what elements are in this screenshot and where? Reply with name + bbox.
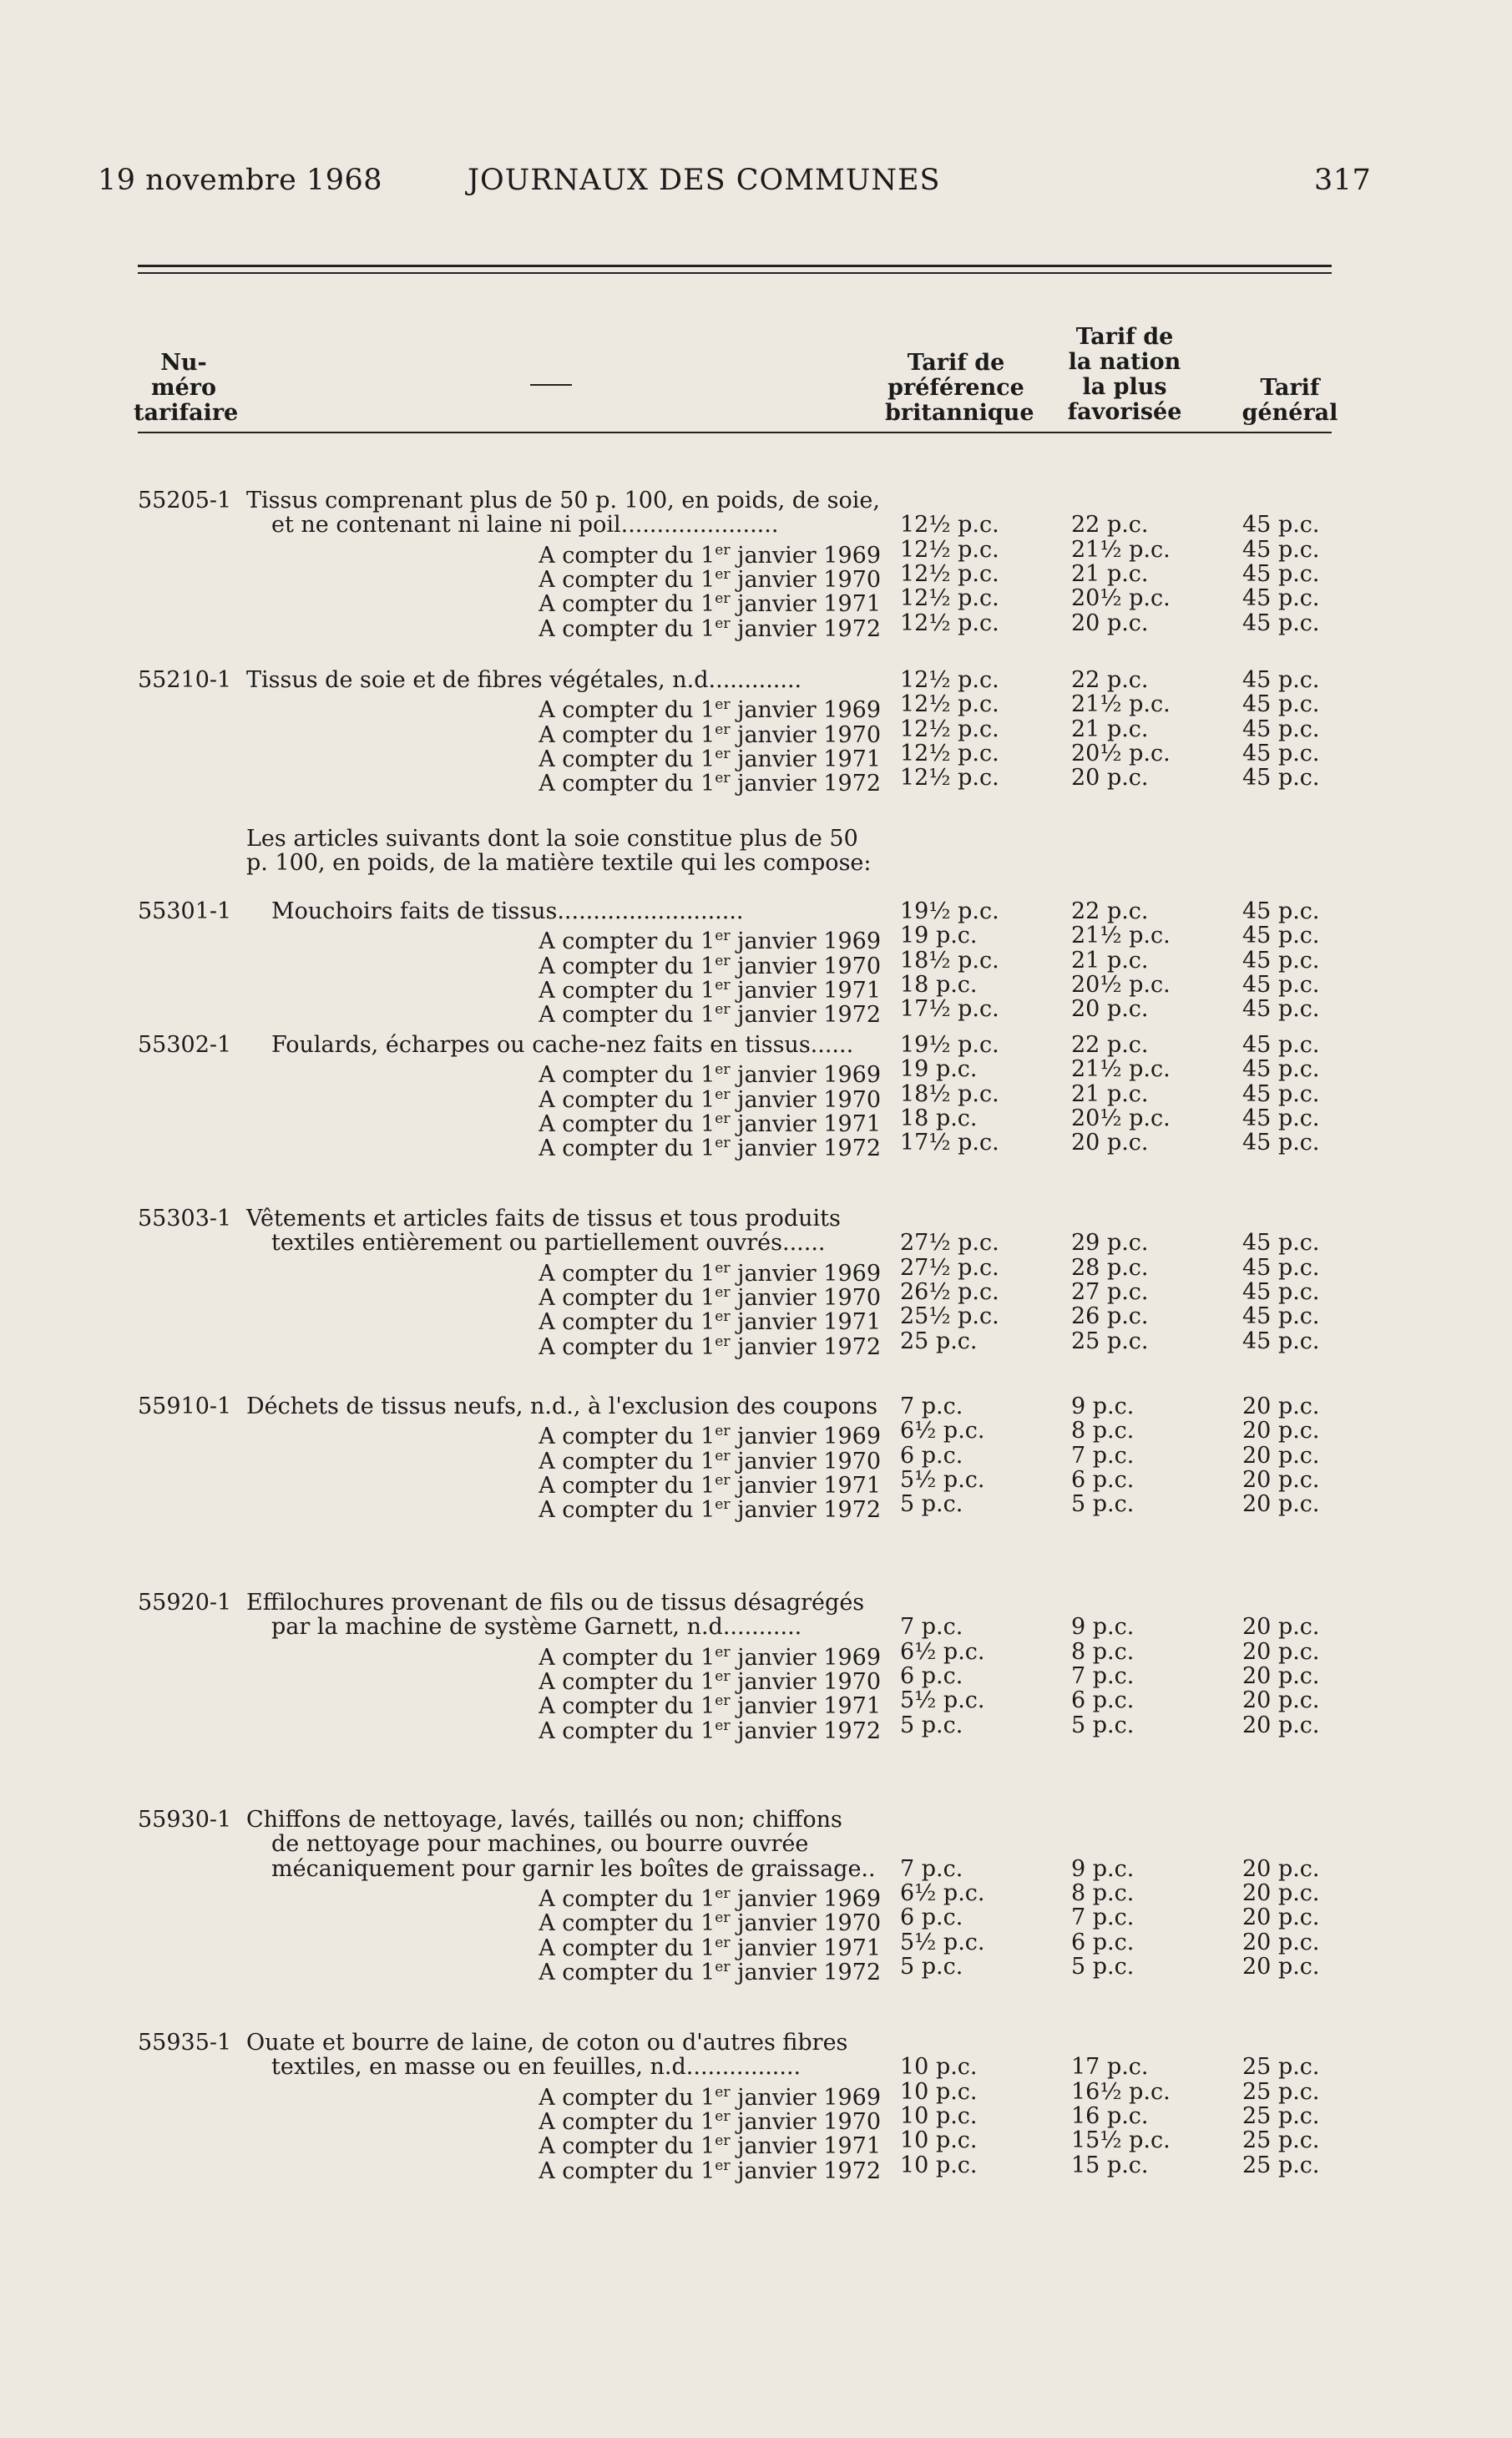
tariff-item-number: 55301-1 — [138, 898, 232, 924]
item-description-line: de nettoyage pour machines, ou bourre ouvrée — [271, 1831, 809, 1858]
rate-british-preference: 12½ p.c. — [900, 691, 999, 718]
item-description-line: Ouate et bourre de laine, de coton ou d'autres fibres — [246, 2030, 848, 2056]
rate-general-tariff: 45 p.c. — [1242, 740, 1320, 766]
rate-most-favoured-nation: 6 p.c. — [1071, 1466, 1135, 1493]
rate-british-preference: 12½ p.c. — [900, 536, 999, 563]
rate-general-tariff: 20 p.c. — [1242, 1904, 1320, 1931]
tariff-item-number: 55302-1 — [138, 1032, 232, 1058]
rate-british-preference: 12½ p.c. — [900, 560, 999, 587]
item-description-line: mécaniquement pour garnir les boîtes de graissage.. — [271, 1855, 876, 1882]
rate-most-favoured-nation: 20 p.c. — [1071, 1130, 1149, 1156]
rate-general-tariff: 45 p.c. — [1242, 1303, 1320, 1330]
rate-general-tariff: 45 p.c. — [1242, 947, 1320, 974]
effective-date-label: A compter du 1er janvier 1972 — [539, 1496, 881, 1524]
rate-general-tariff: 45 p.c. — [1242, 560, 1320, 587]
rate-most-favoured-nation: 15½ p.c. — [1071, 2127, 1171, 2154]
rate-british-preference: 5½ p.c. — [900, 1929, 985, 1955]
rate-british-preference: 18½ p.c. — [900, 1080, 999, 1107]
rate-most-favoured-nation: 21½ p.c. — [1071, 691, 1171, 718]
rate-british-preference: 12½ p.c. — [900, 716, 999, 742]
rate-general-tariff: 45 p.c. — [1242, 1230, 1320, 1257]
rate-general-tariff: 20 p.c. — [1242, 1418, 1320, 1444]
effective-date-label: A compter du 1er janvier 1969 — [539, 1643, 881, 1671]
effective-date-label: A compter du 1er janvier 1972 — [539, 1958, 881, 1985]
item-description-line: Vêtements et articles faits de tissus et tous produits — [246, 1206, 841, 1232]
rate-british-preference: 12½ p.c. — [900, 765, 999, 792]
effective-date-label: A compter du 1er janvier 1971 — [539, 590, 881, 618]
rate-british-preference: 12½ p.c. — [900, 740, 999, 766]
rate-most-favoured-nation: 21 p.c. — [1071, 716, 1149, 742]
rate-british-preference: 5 p.c. — [900, 1491, 963, 1518]
column-header-line: Tarif de — [1075, 324, 1174, 350]
rate-most-favoured-nation: 16½ p.c. — [1071, 2078, 1171, 2105]
rate-most-favoured-nation: 27 p.c. — [1071, 1278, 1149, 1305]
rate-general-tariff: 45 p.c. — [1242, 716, 1320, 742]
rate-british-preference: 25½ p.c. — [900, 1303, 999, 1330]
rate-general-tariff: 25 p.c. — [1242, 2152, 1320, 2178]
rate-british-preference: 19 p.c. — [900, 1056, 978, 1083]
rate-most-favoured-nation: 7 p.c. — [1071, 1904, 1135, 1931]
rate-most-favoured-nation: 20 p.c. — [1071, 610, 1149, 636]
rate-most-favoured-nation: 7 p.c. — [1071, 1442, 1135, 1469]
rate-most-favoured-nation: 5 p.c. — [1071, 1491, 1135, 1518]
rate-british-preference: 10 p.c. — [900, 2078, 978, 2105]
effective-date-label: A compter du 1er janvier 1970 — [539, 952, 881, 979]
rate-general-tariff: 45 p.c. — [1242, 691, 1320, 718]
rate-general-tariff: 20 p.c. — [1242, 1687, 1320, 1714]
rate-most-favoured-nation: 17 p.c. — [1071, 2054, 1149, 2081]
rate-british-preference: 27½ p.c. — [900, 1254, 999, 1281]
running-head-date: 19 novembre 1968 — [98, 164, 382, 197]
top-rule-thin — [138, 272, 1332, 274]
effective-date-label: A compter du 1er janvier 1969 — [539, 696, 881, 724]
rate-general-tariff: 45 p.c. — [1242, 898, 1320, 924]
rate-most-favoured-nation: 7 p.c. — [1071, 1662, 1135, 1689]
effective-date-label: A compter du 1er janvier 1971 — [539, 745, 881, 772]
item-description-line: et ne contenant ni laine ni poil...................... — [271, 512, 779, 539]
rate-british-preference: 12½ p.c. — [900, 585, 999, 612]
rate-most-favoured-nation: 20 p.c. — [1071, 765, 1149, 792]
rate-british-preference: 17½ p.c. — [900, 1130, 999, 1156]
rate-most-favoured-nation: 25 p.c. — [1071, 1328, 1149, 1354]
rate-most-favoured-nation: 21 p.c. — [1071, 560, 1149, 587]
rate-most-favoured-nation: 20 p.c. — [1071, 996, 1149, 1023]
rate-most-favoured-nation: 20½ p.c. — [1071, 971, 1171, 998]
rate-most-favoured-nation: 21½ p.c. — [1071, 536, 1171, 563]
rate-british-preference: 12½ p.c. — [900, 512, 999, 539]
rate-general-tariff: 20 p.c. — [1242, 1712, 1320, 1738]
rate-most-favoured-nation: 9 p.c. — [1071, 1614, 1135, 1641]
item-description-line: textiles entièrement ou partiellement ouvrés...... — [271, 1230, 826, 1257]
column-header-general-tariff — [1231, 376, 1348, 426]
rate-british-preference: 19 p.c. — [900, 923, 978, 949]
rate-general-tariff: 45 p.c. — [1242, 765, 1320, 792]
effective-date-label: A compter du 1er janvier 1972 — [539, 770, 881, 797]
rate-general-tariff: 45 p.c. — [1242, 1130, 1320, 1156]
rate-general-tariff: 20 p.c. — [1242, 1442, 1320, 1469]
effective-date-label: A compter du 1er janvier 1969 — [539, 1259, 881, 1287]
rate-british-preference: 26½ p.c. — [900, 1278, 999, 1305]
effective-date-label: A compter du 1er janvier 1969 — [539, 541, 881, 569]
rate-general-tariff: 45 p.c. — [1242, 536, 1320, 563]
column-header-numero — [134, 350, 239, 426]
effective-date-label: A compter du 1er janvier 1969 — [539, 1423, 881, 1450]
rate-general-tariff: 45 p.c. — [1242, 1032, 1320, 1058]
rate-most-favoured-nation: 6 p.c. — [1071, 1929, 1135, 1955]
rate-general-tariff: 25 p.c. — [1242, 2102, 1320, 2129]
rate-british-preference: 18½ p.c. — [900, 947, 999, 974]
tariff-item-number: 55205-1 — [138, 488, 232, 513]
effective-date-label: A compter du 1er janvier 1971 — [539, 1471, 881, 1499]
rate-british-preference: 6 p.c. — [900, 1662, 963, 1689]
rate-most-favoured-nation: 26 p.c. — [1071, 1303, 1149, 1330]
rate-general-tariff: 20 p.c. — [1242, 1879, 1320, 1906]
column-header-line: général — [1241, 400, 1338, 426]
rate-most-favoured-nation: 8 p.c. — [1071, 1638, 1135, 1665]
effective-date-label: A compter du 1er janvier 1971 — [539, 1934, 881, 1961]
rate-british-preference: 7 p.c. — [900, 1614, 963, 1641]
rate-most-favoured-nation: 5 p.c. — [1071, 1953, 1135, 1980]
rate-british-preference: 19½ p.c. — [900, 1032, 999, 1058]
effective-date-label: A compter du 1er janvier 1972 — [539, 2157, 881, 2184]
rate-most-favoured-nation: 21½ p.c. — [1071, 923, 1171, 949]
rate-most-favoured-nation: 15 p.c. — [1071, 2152, 1149, 2178]
rate-most-favoured-nation: 5 p.c. — [1071, 1712, 1135, 1738]
rate-british-preference: 6 p.c. — [900, 1442, 963, 1469]
rate-british-preference: 19½ p.c. — [900, 898, 999, 924]
rate-most-favoured-nation: 20½ p.c. — [1071, 585, 1171, 612]
rate-british-preference: 18 p.c. — [900, 1105, 978, 1131]
rate-general-tariff: 45 p.c. — [1242, 971, 1320, 998]
item-description-line: Tissus comprenant plus de 50 p. 100, en poids, de soie, — [246, 488, 880, 513]
item-description-line: Chiffons de nettoyage, lavés, taillés ou non; chiffons — [246, 1807, 842, 1833]
effective-date-label: A compter du 1er janvier 1972 — [539, 1001, 881, 1029]
effective-date-label: A compter du 1er janvier 1970 — [539, 2107, 881, 2135]
rate-british-preference: 6 p.c. — [900, 1904, 963, 1931]
rate-general-tariff: 45 p.c. — [1242, 585, 1320, 612]
column-header-line: méro — [151, 375, 216, 401]
column-header-line: favorisée — [1067, 399, 1182, 425]
rate-general-tariff: 45 p.c. — [1242, 1328, 1320, 1354]
column-header-british-preference — [885, 350, 1034, 426]
rate-general-tariff: 45 p.c. — [1242, 923, 1320, 949]
tariff-item-number: 55935-1 — [138, 2030, 232, 2056]
column-header-line: tarifaire — [134, 400, 239, 426]
effective-date-label: A compter du 1er janvier 1970 — [539, 565, 881, 593]
effective-date-label: A compter du 1er janvier 1972 — [539, 1333, 881, 1360]
rate-british-preference: 5½ p.c. — [900, 1466, 985, 1493]
section-intro-line: Les articles suivants dont la soie constitue plus de 50 — [246, 826, 858, 852]
rate-british-preference: 10 p.c. — [900, 2127, 978, 2154]
rate-general-tariff: 20 p.c. — [1242, 1394, 1320, 1419]
column-header-line: Tarif de — [907, 350, 1005, 376]
effective-date-label: A compter du 1er janvier 1970 — [539, 1667, 881, 1695]
rate-most-favoured-nation: 21½ p.c. — [1071, 1056, 1171, 1083]
effective-date-label: A compter du 1er janvier 1971 — [539, 2132, 881, 2160]
rate-british-preference: 10 p.c. — [900, 2054, 978, 2081]
rate-general-tariff: 45 p.c. — [1242, 1254, 1320, 1281]
item-description-line: textiles, en masse ou en feuilles, n.d................ — [271, 2054, 802, 2081]
rate-most-favoured-nation: 28 p.c. — [1071, 1254, 1149, 1281]
tariff-item-number: 55303-1 — [138, 1206, 232, 1232]
rate-most-favoured-nation: 6 p.c. — [1071, 1687, 1135, 1714]
rate-general-tariff: 25 p.c. — [1242, 2054, 1320, 2081]
effective-date-label: A compter du 1er janvier 1971 — [539, 976, 881, 1004]
effective-date-label: A compter du 1er janvier 1972 — [539, 1717, 881, 1744]
effective-date-label: A compter du 1er janvier 1970 — [539, 1447, 881, 1474]
rate-most-favoured-nation: 22 p.c. — [1071, 512, 1149, 539]
rate-british-preference: 5½ p.c. — [900, 1687, 985, 1714]
rate-british-preference: 18 p.c. — [900, 971, 978, 998]
item-description-line: Déchets de tissus neufs, n.d., à l'exclusion des coupons — [246, 1394, 878, 1419]
rate-general-tariff: 20 p.c. — [1242, 1855, 1320, 1882]
rate-british-preference: 7 p.c. — [900, 1855, 963, 1882]
rate-general-tariff: 20 p.c. — [1242, 1466, 1320, 1493]
rate-general-tariff: 20 p.c. — [1242, 1491, 1320, 1518]
rate-british-preference: 6½ p.c. — [900, 1418, 985, 1444]
top-rule-thick — [138, 265, 1332, 267]
rate-british-preference: 6½ p.c. — [900, 1879, 985, 1906]
effective-date-label: A compter du 1er janvier 1971 — [539, 1110, 881, 1137]
rate-british-preference: 10 p.c. — [900, 2102, 978, 2129]
rate-most-favoured-nation: 29 p.c. — [1071, 1230, 1149, 1257]
rate-most-favoured-nation: 21 p.c. — [1071, 1080, 1149, 1107]
rate-british-preference: 6½ p.c. — [900, 1638, 985, 1665]
rate-british-preference: 5 p.c. — [900, 1712, 963, 1738]
rate-british-preference: 17½ p.c. — [900, 996, 999, 1023]
rate-british-preference: 12½ p.c. — [900, 610, 999, 636]
rate-most-favoured-nation: 21 p.c. — [1071, 947, 1149, 974]
rate-general-tariff: 45 p.c. — [1242, 996, 1320, 1023]
effective-date-label: A compter du 1er janvier 1969 — [539, 1061, 881, 1089]
tariff-item-number: 55210-1 — [138, 667, 232, 693]
rate-most-favoured-nation: 8 p.c. — [1071, 1418, 1135, 1444]
rate-general-tariff: 45 p.c. — [1242, 1056, 1320, 1083]
rate-most-favoured-nation: 22 p.c. — [1071, 1032, 1149, 1058]
rate-most-favoured-nation: 8 p.c. — [1071, 1879, 1135, 1906]
item-description-line: Foulards, écharpes ou cache-nez faits en tissus...... — [271, 1032, 854, 1058]
rate-general-tariff: 45 p.c. — [1242, 1278, 1320, 1305]
column-header-line: la plus — [1082, 374, 1167, 400]
effective-date-label: A compter du 1er janvier 1972 — [539, 615, 881, 642]
effective-date-label: A compter du 1er janvier 1971 — [539, 1308, 881, 1336]
rate-general-tariff: 20 p.c. — [1242, 1638, 1320, 1665]
rate-most-favoured-nation: 22 p.c. — [1071, 898, 1149, 924]
effective-date-label: A compter du 1er janvier 1970 — [539, 721, 881, 748]
item-description-line: Tissus de soie et de fibres végétales, n.d............. — [246, 667, 802, 693]
rate-general-tariff: 45 p.c. — [1242, 1080, 1320, 1107]
rate-general-tariff: 20 p.c. — [1242, 1929, 1320, 1955]
tariff-item-number: 55910-1 — [138, 1394, 232, 1419]
rate-british-preference: 12½ p.c. — [900, 667, 999, 693]
page-number: 317 — [1314, 164, 1372, 197]
rate-most-favoured-nation: 20½ p.c. — [1071, 740, 1171, 766]
rate-british-preference: 7 p.c. — [900, 1394, 963, 1419]
rate-general-tariff: 45 p.c. — [1242, 667, 1320, 693]
item-description-line: par la machine de système Garnett, n.d........... — [271, 1614, 802, 1641]
rate-general-tariff: 45 p.c. — [1242, 512, 1320, 539]
tariff-item-number: 55920-1 — [138, 1590, 232, 1616]
column-header-line: Nu- — [160, 350, 207, 376]
rate-british-preference: 10 p.c. — [900, 2152, 978, 2178]
rate-general-tariff: 20 p.c. — [1242, 1614, 1320, 1641]
header-bottom-rule — [138, 432, 1332, 433]
item-description-line: Mouchoirs faits de tissus.......................... — [271, 898, 744, 924]
rate-most-favoured-nation: 16 p.c. — [1071, 2102, 1149, 2129]
rate-most-favoured-nation: 22 p.c. — [1071, 667, 1149, 693]
effective-date-label: A compter du 1er janvier 1969 — [539, 2083, 881, 2111]
column-header-line: Tarif — [1260, 375, 1320, 401]
column-header-most-favoured-nation — [1054, 325, 1196, 425]
running-head-title: JOURNAUX DES COMMUNES — [468, 164, 941, 197]
rate-most-favoured-nation: 9 p.c. — [1071, 1394, 1135, 1419]
rate-general-tariff: 25 p.c. — [1242, 2127, 1320, 2154]
section-intro-line: p. 100, en poids, de la matière textile qui les compose: — [246, 850, 872, 877]
effective-date-label: A compter du 1er janvier 1969 — [539, 1884, 881, 1912]
effective-date-label: A compter du 1er janvier 1970 — [539, 1909, 881, 1937]
rate-general-tariff: 45 p.c. — [1242, 1105, 1320, 1131]
column-header-line: préférence — [887, 375, 1024, 401]
tariff-item-number: 55930-1 — [138, 1807, 232, 1833]
effective-date-label: A compter du 1er janvier 1970 — [539, 1283, 881, 1311]
column-header-description-dash — [530, 384, 572, 386]
rate-most-favoured-nation: 20½ p.c. — [1071, 1105, 1171, 1131]
rate-most-favoured-nation: 9 p.c. — [1071, 1855, 1135, 1882]
effective-date-label: A compter du 1er janvier 1971 — [539, 1692, 881, 1720]
effective-date-label: A compter du 1er janvier 1969 — [539, 928, 881, 955]
rate-british-preference: 27½ p.c. — [900, 1230, 999, 1257]
effective-date-label: A compter du 1er janvier 1972 — [539, 1135, 881, 1162]
effective-date-label: A compter du 1er janvier 1970 — [539, 1085, 881, 1113]
column-header-line: britannique — [885, 400, 1034, 426]
item-description-line: Effilochures provenant de fils ou de tissus désagrégés — [246, 1590, 865, 1616]
rate-general-tariff: 45 p.c. — [1242, 610, 1320, 636]
rate-general-tariff: 25 p.c. — [1242, 2078, 1320, 2105]
rate-general-tariff: 20 p.c. — [1242, 1953, 1320, 1980]
column-header-line: la nation — [1068, 349, 1181, 375]
rate-british-preference: 25 p.c. — [900, 1328, 978, 1354]
rate-general-tariff: 20 p.c. — [1242, 1662, 1320, 1689]
rate-british-preference: 5 p.c. — [900, 1953, 963, 1980]
